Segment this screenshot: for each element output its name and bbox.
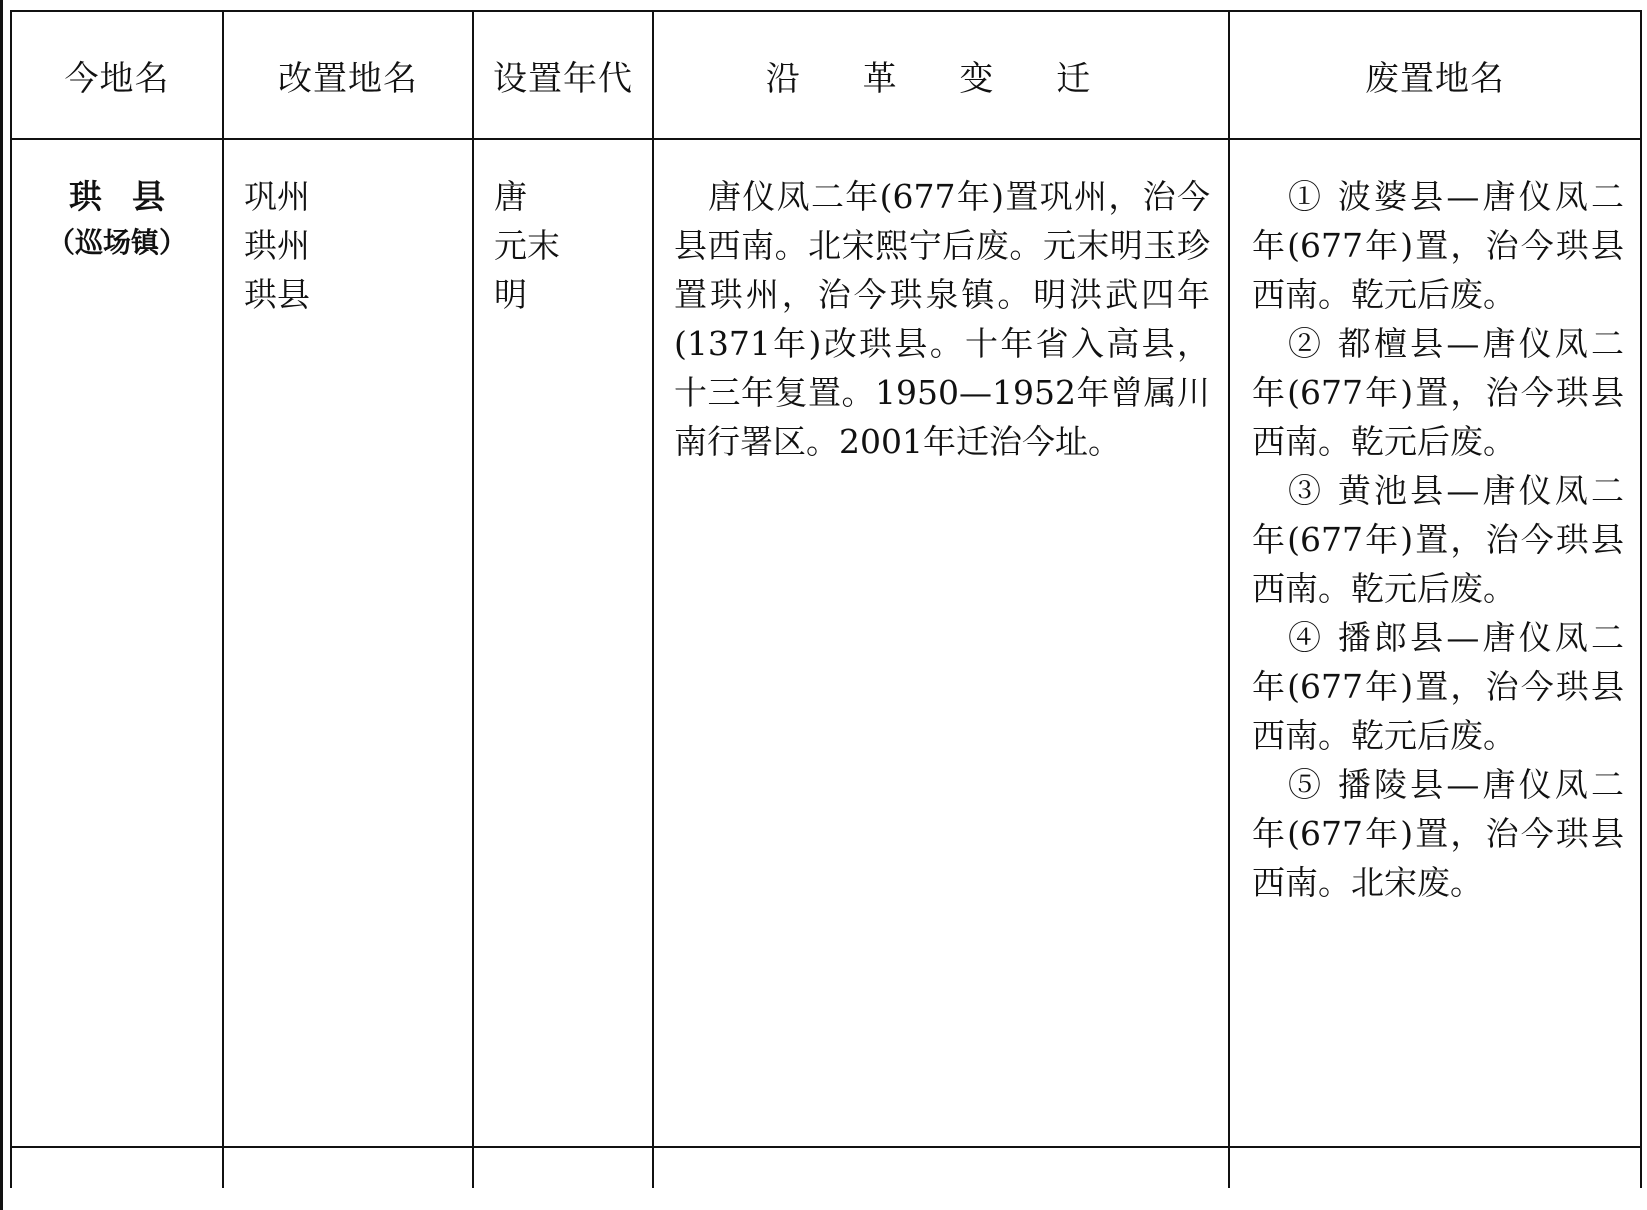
gazetteer-table bbox=[10, 10, 1642, 1188]
table-row bbox=[11, 139, 1641, 1147]
cell-abolished bbox=[1229, 139, 1641, 1147]
current-place-seat: （巡场镇） bbox=[46, 226, 187, 259]
stub-cell bbox=[11, 1147, 223, 1188]
next-row-stub bbox=[11, 1147, 1641, 1188]
stub-cell bbox=[1229, 1147, 1641, 1188]
abolished-item: ③ 黄池县—唐仪凤二年(677年)置，治今珙县西南。乾元后废。 bbox=[1252, 471, 1624, 608]
period-item: 明 bbox=[494, 275, 527, 314]
renamed-name-item: 珙县 bbox=[244, 275, 310, 314]
header-abolished: 废置地名 bbox=[1229, 11, 1641, 139]
abolished-item: ① 波婆县—唐仪凤二年(677年)置，治今珙县西南。乾元后废。 bbox=[1252, 177, 1624, 314]
header-history-label: 沿 革 变 迁 bbox=[765, 58, 1117, 99]
cell-periods bbox=[473, 139, 653, 1147]
cell-renamed-names bbox=[223, 139, 473, 1147]
cell-history bbox=[653, 139, 1229, 1147]
period-item: 元末 bbox=[494, 226, 560, 265]
header-current-name: 今地名 bbox=[11, 11, 223, 139]
header-renamed-name: 改置地名 bbox=[223, 11, 473, 139]
table-header-row bbox=[11, 11, 1641, 139]
stub-cell bbox=[653, 1147, 1229, 1188]
cell-current-name bbox=[11, 139, 223, 1147]
renamed-name-item: 巩州 bbox=[244, 177, 310, 216]
history-paragraph: 唐仪凤二年(677年)置巩州，治今县西南。北宋熙宁后废。元末明玉珍置珙州，治今珙泉镇。明洪武四年(1371年)改珙县。十年省入高县，十三年复置。1950—1952年曾属川南行署区。2001年迁治今址。 bbox=[674, 177, 1210, 461]
abolished-list bbox=[1230, 140, 1640, 907]
abolished-item: ② 都檀县—唐仪凤二年(677年)置，治今珙县西南。乾元后废。 bbox=[1252, 324, 1624, 461]
stub-cell bbox=[473, 1147, 653, 1188]
renamed-names-list bbox=[224, 140, 472, 319]
stub-cell bbox=[223, 1147, 473, 1188]
abolished-item: ④ 播郎县—唐仪凤二年(677年)置，治今珙县西南。乾元后废。 bbox=[1252, 618, 1624, 755]
period-item: 唐 bbox=[494, 177, 527, 216]
header-history bbox=[653, 11, 1229, 139]
page-edge-rule bbox=[0, 0, 3, 1210]
renamed-name-item: 珙州 bbox=[244, 226, 310, 265]
abolished-item: ⑤ 播陵县—唐仪凤二年(677年)置，治今珙县西南。北宋废。 bbox=[1252, 765, 1624, 902]
periods-list bbox=[474, 140, 652, 319]
current-place-name: 珙县 bbox=[69, 177, 195, 216]
header-period: 设置年代 bbox=[473, 11, 653, 139]
